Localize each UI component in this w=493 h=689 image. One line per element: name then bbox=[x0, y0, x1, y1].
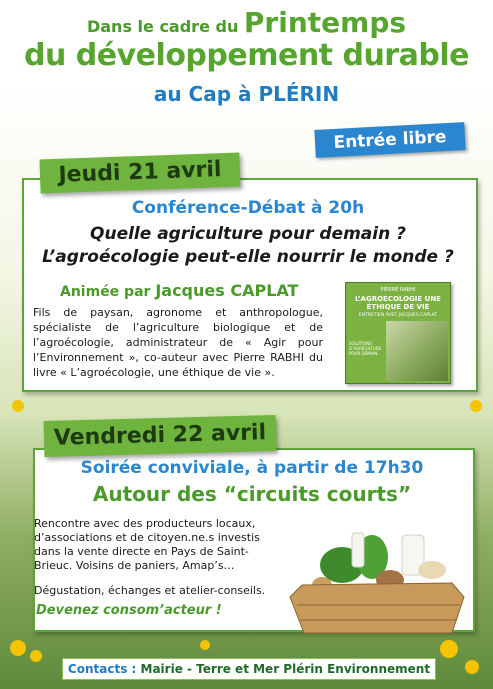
animee-name: Jacques CAPLAT bbox=[155, 281, 299, 300]
event1-bio: Fils de paysan, agronome et anthropologue, spécialiste de l’agriculture biologique et de l’agroécologie, administrateur de « Agir pour l’Environnement », co-auteur avec Pierre RABHI du livre « L’agroécologie, une éthique de vie ». bbox=[33, 306, 323, 379]
event2-soiree: Soirée conviviale, à partir de 17h30 bbox=[80, 458, 424, 478]
event1-question2: L’agroécologie peut-elle nourrir le monde ? bbox=[42, 247, 454, 267]
entree-libre-badge: Entrée libre bbox=[314, 122, 465, 158]
event1-conference: Conférence-Débat à 20h bbox=[131, 198, 365, 218]
flower-decoration bbox=[12, 400, 24, 412]
flower-decoration bbox=[440, 640, 458, 658]
contacts-bar bbox=[62, 658, 436, 680]
event1-question1: Quelle agriculture pour demain ? bbox=[90, 224, 406, 244]
book-subtitle: ENTRETIEN AVEC JACQUES CAPLAT bbox=[358, 313, 438, 318]
book-photo bbox=[386, 321, 448, 381]
flower-decoration bbox=[200, 640, 210, 650]
book-author: PIERRE RABHI bbox=[380, 287, 416, 293]
event2-autour: Autour des “circuits courts” bbox=[92, 482, 412, 506]
flower-decoration bbox=[10, 640, 26, 656]
event1-animee bbox=[60, 281, 298, 300]
header-line3: au Cap à PLÉRIN bbox=[153, 82, 340, 106]
contacts-label: Contacts : bbox=[67, 662, 137, 676]
header-line2: du développement durable bbox=[24, 38, 469, 73]
header-small: Dans le cadre du bbox=[86, 17, 239, 36]
flower-decoration bbox=[465, 660, 479, 674]
animee-prefix: Animée par bbox=[60, 284, 151, 300]
flower-decoration bbox=[30, 650, 42, 662]
book-side: SOLUTIONS D’AGRICULTURE POUR DEMAIN bbox=[349, 341, 382, 356]
event2-devenez: Devenez consom’acteur ! bbox=[36, 603, 222, 618]
event1-date-label: Jeudi 21 avril bbox=[39, 153, 240, 194]
event2-degustation: Dégustation, échanges et atelier-conseils. bbox=[34, 584, 266, 597]
book-cover bbox=[345, 282, 451, 384]
flower-decoration bbox=[470, 400, 482, 412]
event2-date-label: Vendredi 22 avril bbox=[44, 415, 277, 457]
event2-rencontre: Rencontre avec des producteurs locaux, d’associations et de citoyen.ne.s investis dans la vente directe en Pays de Saint-Brieuc. Voisins de paniers, Amap’s… bbox=[34, 517, 260, 572]
header-big: Printemps bbox=[243, 6, 407, 39]
contacts-text: Mairie - Terre et Mer Plérin Environnement bbox=[140, 662, 431, 676]
header-line1 bbox=[0, 6, 493, 39]
vegetable-basket-illustration bbox=[282, 525, 472, 635]
book-title: L’AGROÉCOLOGIE UNE ÉTHIQUE DE VIE bbox=[355, 295, 441, 311]
